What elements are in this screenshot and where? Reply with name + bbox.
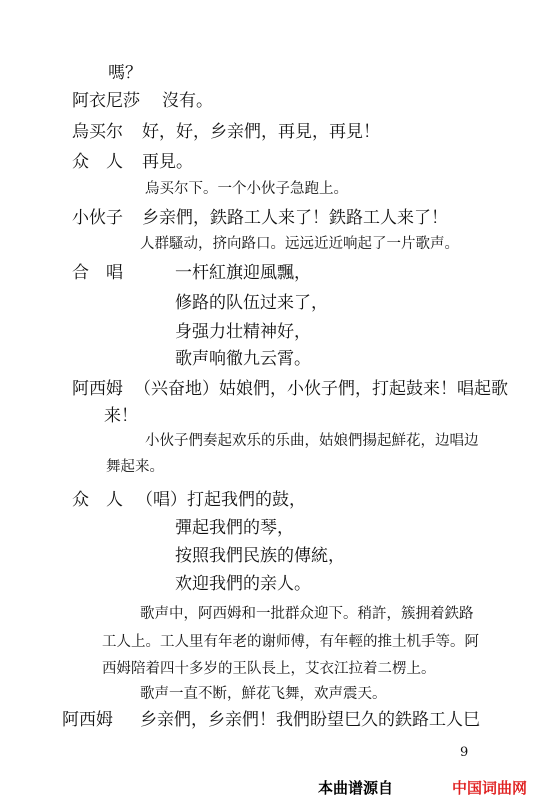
dialogue-line-axim — [62, 705, 480, 730]
stage-direction: 工人上。工人里有年老的谢师傅，有年輕的推土机手等。阿 — [102, 634, 479, 650]
speaker-name: 阿西姆 — [72, 379, 123, 399]
dialogue-line-axim — [72, 374, 508, 399]
lyric-line: 按照我們民族的傳統， — [175, 546, 345, 566]
song-speaker: 众 人 — [72, 490, 123, 510]
dialogue-text: 好，好，乡亲們，再見，再見！ — [142, 122, 380, 142]
stage-direction: 西姆陪着四十多岁的王队長上，艾衣江拉着二楞上。 — [102, 661, 436, 677]
page-number: 9 — [460, 745, 469, 760]
lyric-line: 修路的队伍过来了， — [175, 293, 328, 313]
lyric-line: （唱）打起我們的鼓， — [136, 490, 306, 510]
lyric-line: 一杆紅旗迎風飄， — [175, 263, 311, 283]
speaker-name: 阿西姆 — [62, 710, 113, 730]
dialogue-continuation: 来！ — [104, 406, 138, 426]
stage-direction: 舞起来。 — [106, 459, 164, 475]
lyric-line: 歌声响徹九云霄。 — [175, 349, 311, 369]
continued-line: 嗎？ — [108, 63, 142, 83]
stage-direction: 人群騷动，挤向路口。远远近近响起了一片歌声。 — [140, 236, 459, 252]
speaker-name: 众 人 — [72, 152, 123, 172]
dialogue-line-crowd — [72, 147, 193, 172]
speaker-name: 烏买尔 — [72, 122, 123, 142]
speaker-name: 阿衣尼莎 — [72, 91, 140, 111]
lyric-line: 身强力壮精神好， — [175, 322, 311, 342]
dialogue-text: 沒有。 — [162, 91, 213, 111]
stage-direction: 歌声一直不断，鮮花飞舞，欢声震天。 — [140, 686, 387, 702]
dialogue-text: 再見。 — [142, 152, 193, 172]
dialogue-text: （兴奋地）姑娘們，小伙子們，打起鼓来！唱起歌 — [134, 379, 508, 399]
dialogue-line-aiynisha — [72, 86, 213, 111]
footer-source-label: 本曲谱源自 — [318, 779, 394, 797]
stage-direction: 小伙子們奏起欢乐的乐曲，姑娘們揚起鮮花，边唱边 — [145, 433, 479, 449]
dialogue-line-wumaier — [72, 117, 380, 142]
dialogue-line-young-man — [72, 203, 448, 228]
dialogue-text: 乡亲們，乡亲們！我們盼望巳久的鉄路工人巳 — [140, 710, 480, 730]
lyric-line: 彈起我們的琴， — [175, 518, 294, 538]
footer-site-name[interactable]: 中国词曲网 — [452, 779, 528, 797]
speaker-name: 小伙子 — [72, 208, 123, 228]
stage-direction: 烏买尔下。一个小伙子急跑上。 — [145, 181, 348, 197]
chorus-speaker: 合 唱 — [72, 263, 123, 283]
lyric-line: 欢迎我們的亲人。 — [175, 574, 311, 594]
dialogue-text: 乡亲們，鉄路工人来了！鉄路工人来了！ — [142, 208, 448, 228]
stage-direction: 歌声中，阿西姆和一批群众迎下。稍許，簇拥着鉄路 — [140, 606, 474, 622]
